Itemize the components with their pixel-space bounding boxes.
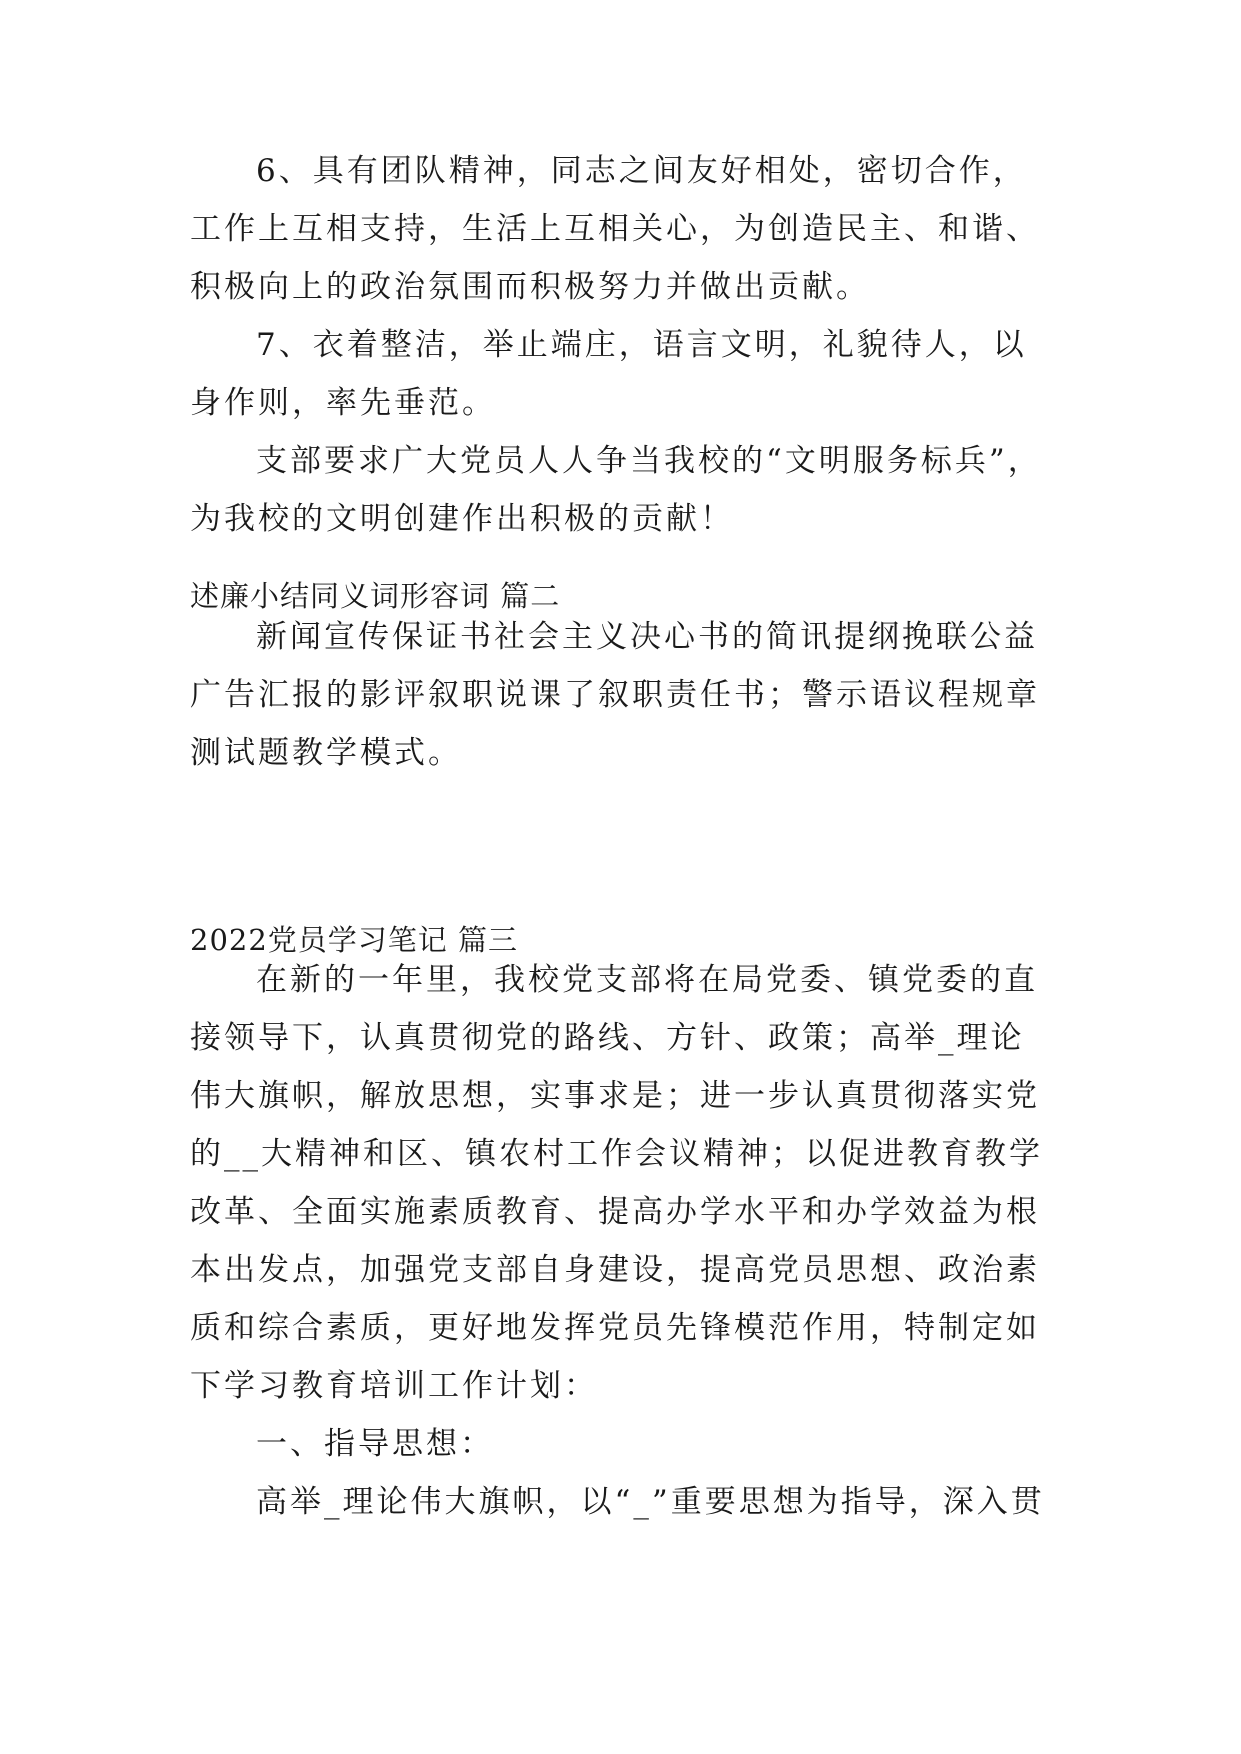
paragraph-item-7: 7、衣着整洁，举止端庄，语言文明，礼貌待人，以身作则，率先垂范。	[190, 327, 1027, 421]
paragraph-item-6: 6、具有团队精神，同志之间友好相处，密切合作，工作上互相支持，生活上互相关心，为创造民主、和谐、积极向上的政治氛围而积极努力并做出贡献。	[190, 153, 1040, 305]
section-3-subheading: 一、指导思想：	[256, 1426, 494, 1462]
section-2-heading: 述廉小结同义词形容词 篇二	[190, 579, 561, 613]
section-3-heading: 2022党员学习笔记 篇三	[190, 923, 519, 957]
paragraph-conclusion: 支部要求广大党员人人争当我校的“文明服务标兵”，为我校的文明创建作出积极的贡献！	[190, 443, 1042, 537]
section-3-paragraph-guideline: 高举_理论伟大旗帜，以“_”重要思想为指导，深入贯	[256, 1484, 1045, 1520]
section-1-body	[190, 142, 1050, 548]
section-2-body	[190, 608, 1050, 782]
section-3-body	[190, 951, 1050, 1531]
section-3-paragraph-intro: 在新的一年里，我校党支部将在局党委、镇党委的直接领导下，认真贯彻党的路线、方针、政策；高举_理论伟大旗帜，解放思想，实事求是；进一步认真贯彻落实党的__大精神和区、镇农村工作会议精神；以促进教育教学改革、全面实施素质教育、提高办学水平和办学效益为根本出发点，加强党支部自身建设，提高党员思想、政治素质和综合素质，更好地发挥党员先锋模范作用，特制定如下学习教育培训工作计划：	[190, 962, 1043, 1404]
section-2-paragraph: 新闻宣传保证书社会主义决心书的简讯提纲挽联公益广告汇报的影评叙职说课了叙职责任书；警示语议程规章测试题教学模式。	[190, 619, 1040, 771]
